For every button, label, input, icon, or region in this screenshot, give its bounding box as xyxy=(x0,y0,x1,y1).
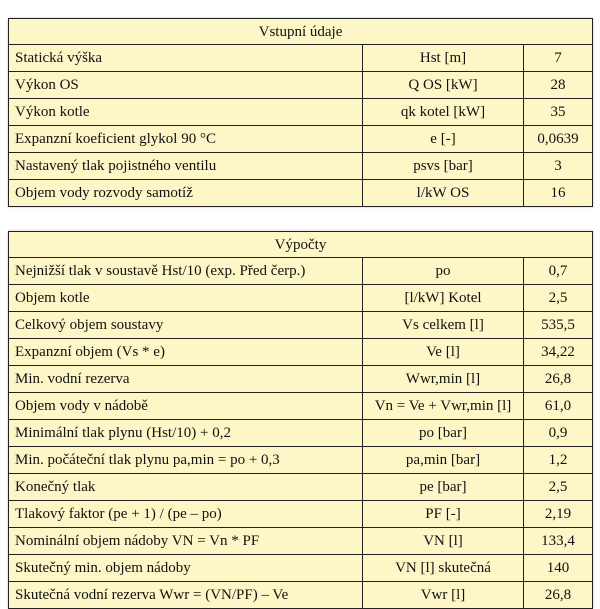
row-value: 0,7 xyxy=(524,258,593,285)
row-unit: PF [-] xyxy=(363,501,524,528)
row-label: Objem vody v nádobě xyxy=(9,393,363,420)
table-row xyxy=(9,420,593,447)
row-value: 26,8 xyxy=(524,582,593,609)
row-label: Skutečná vodní rezerva Wwr = (VN/PF) – Ve xyxy=(9,582,363,609)
row-value: 133,4 xyxy=(524,528,593,555)
row-unit: Vwr [l] xyxy=(363,582,524,609)
row-unit: l/kW OS xyxy=(363,180,524,207)
row-label: Objem kotle xyxy=(9,285,363,312)
input-table-body xyxy=(9,45,593,207)
row-label: Objem vody rozvody samotíž xyxy=(9,180,363,207)
input-table-header xyxy=(9,19,593,45)
table-row xyxy=(9,582,593,609)
table-row xyxy=(9,366,593,393)
calc-table-header xyxy=(9,232,593,258)
table-row xyxy=(9,99,593,126)
row-label: Statická výška xyxy=(9,45,363,72)
row-value: 26,8 xyxy=(524,366,593,393)
table-row xyxy=(9,258,593,285)
calc-table-title: Výpočty xyxy=(9,232,593,258)
row-label: Výkon kotle xyxy=(9,99,363,126)
row-unit: Vs celkem [l] xyxy=(363,312,524,339)
row-label: Minimální tlak plynu (Hst/10) + 0,2 xyxy=(9,420,363,447)
row-label: Nominální objem nádoby VN = Vn * PF xyxy=(9,528,363,555)
row-unit: VN [l] skutečná xyxy=(363,555,524,582)
row-unit: Wwr,min [l] xyxy=(363,366,524,393)
table-row xyxy=(9,153,593,180)
input-table xyxy=(8,18,593,207)
table-row xyxy=(9,447,593,474)
row-value: 61,0 xyxy=(524,393,593,420)
table-row xyxy=(9,126,593,153)
input-table-title: Vstupní údaje xyxy=(9,19,593,45)
row-unit: pe [bar] xyxy=(363,474,524,501)
row-label: Nejnižší tlak v soustavě Hst/10 (exp. Před čerp.) xyxy=(9,258,363,285)
table-row xyxy=(9,45,593,72)
row-label: Min. počáteční tlak plynu pa,min = po + 0,3 xyxy=(9,447,363,474)
row-label: Výkon OS xyxy=(9,72,363,99)
row-unit: po [bar] xyxy=(363,420,524,447)
row-value: 16 xyxy=(524,180,593,207)
row-unit: Hst [m] xyxy=(363,45,524,72)
table-row xyxy=(9,501,593,528)
row-unit: po xyxy=(363,258,524,285)
table-row xyxy=(9,285,593,312)
row-label: Expanzní koeficient glykol 90 °C xyxy=(9,126,363,153)
calc-table-body xyxy=(9,258,593,609)
row-value: 0,9 xyxy=(524,420,593,447)
row-unit: Ve [l] xyxy=(363,339,524,366)
row-value: 28 xyxy=(524,72,593,99)
row-label: Tlakový faktor (pe + 1) / (pe – po) xyxy=(9,501,363,528)
table-row xyxy=(9,312,593,339)
table-row xyxy=(9,339,593,366)
table-row xyxy=(9,555,593,582)
row-value: 7 xyxy=(524,45,593,72)
row-unit: [l/kW] Kotel xyxy=(363,285,524,312)
row-value: 2,5 xyxy=(524,474,593,501)
row-value: 35 xyxy=(524,99,593,126)
row-unit: qk kotel [kW] xyxy=(363,99,524,126)
row-label: Expanzní objem (Vs * e) xyxy=(9,339,363,366)
table-row xyxy=(9,180,593,207)
row-unit: Vn = Ve + Vwr,min [l] xyxy=(363,393,524,420)
table-row xyxy=(9,474,593,501)
row-unit: Q OS [kW] xyxy=(363,72,524,99)
row-label: Celkový objem soustavy xyxy=(9,312,363,339)
row-unit: VN [l] xyxy=(363,528,524,555)
row-label: Min. vodní rezerva xyxy=(9,366,363,393)
row-value: 2,19 xyxy=(524,501,593,528)
row-label: Konečný tlak xyxy=(9,474,363,501)
calc-table xyxy=(8,231,593,609)
row-value: 140 xyxy=(524,555,593,582)
row-value: 535,5 xyxy=(524,312,593,339)
row-unit: psvs [bar] xyxy=(363,153,524,180)
table-row xyxy=(9,393,593,420)
row-value: 34,22 xyxy=(524,339,593,366)
row-value: 1,2 xyxy=(524,447,593,474)
row-label: Skutečný min. objem nádoby xyxy=(9,555,363,582)
row-value: 3 xyxy=(524,153,593,180)
row-unit: e [-] xyxy=(363,126,524,153)
row-value: 2,5 xyxy=(524,285,593,312)
table-row xyxy=(9,72,593,99)
row-value: 0,0639 xyxy=(524,126,593,153)
table-row xyxy=(9,528,593,555)
row-label: Nastavený tlak pojistného ventilu xyxy=(9,153,363,180)
row-unit: pa,min [bar] xyxy=(363,447,524,474)
